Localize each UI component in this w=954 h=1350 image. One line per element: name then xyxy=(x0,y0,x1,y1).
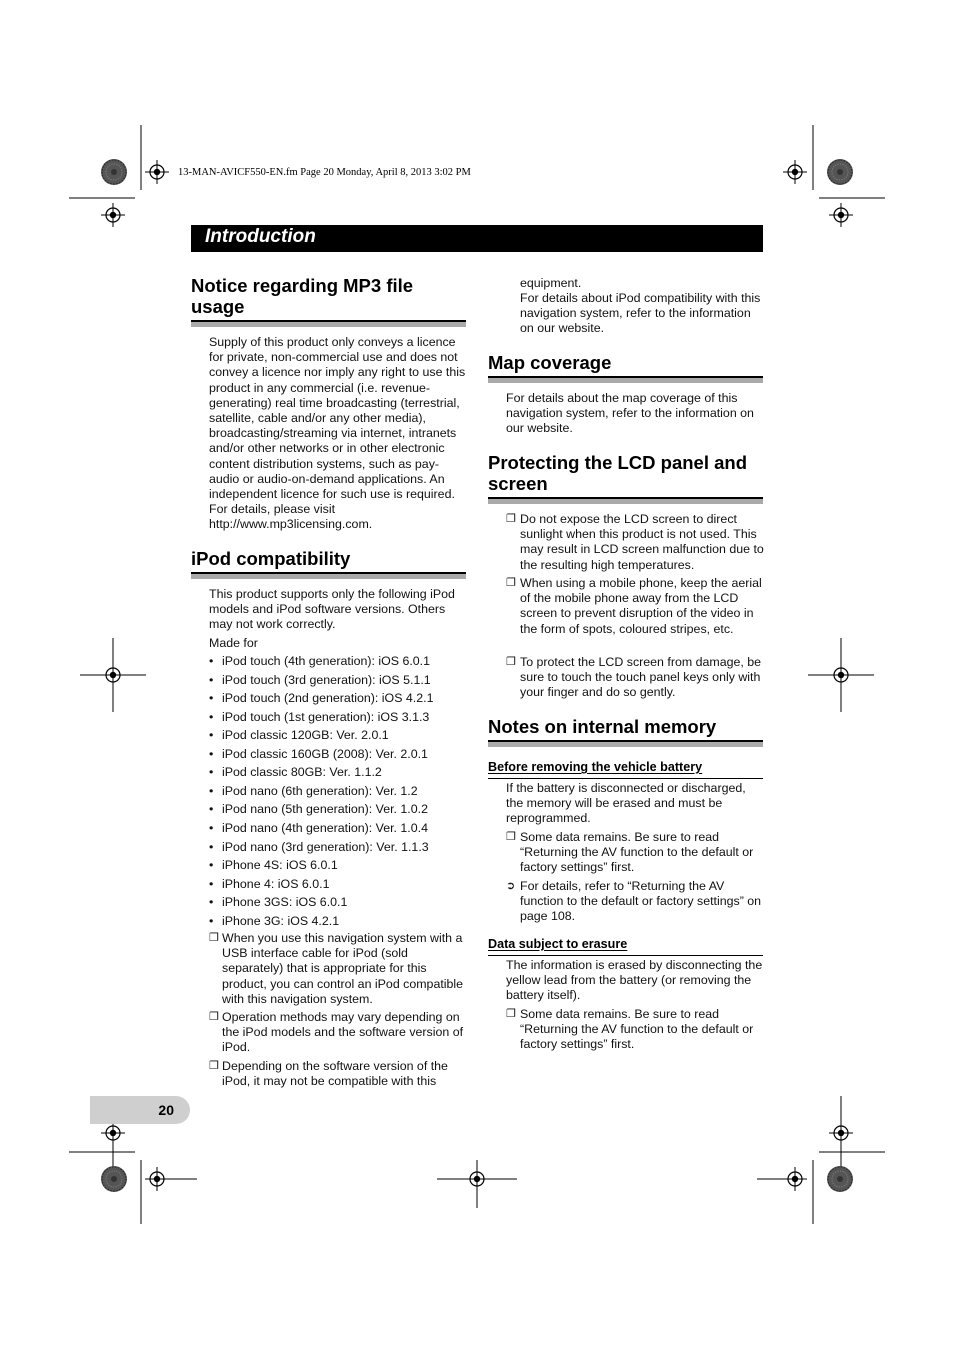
registration-target-icon xyxy=(829,203,853,227)
bullet-icon: • xyxy=(209,876,214,891)
battery-reference: ➲ For details, refer to “Returning the AV function to the default or factory settings” on page 108. xyxy=(506,879,762,924)
subheading-rule xyxy=(488,955,763,956)
ipod-model-label: iPod touch (1st generation): iOS 3.1.3 xyxy=(222,709,430,724)
lcd-heading: Protecting the LCD panel and screen xyxy=(488,452,748,494)
heading-rule xyxy=(488,376,763,383)
erasure-body: The information is erased by disconnecting the yellow lead from the battery (or removing the battery itself). xyxy=(506,958,763,1003)
battery-subheading: Before removing the vehicle battery xyxy=(488,760,703,774)
page-number-tab xyxy=(90,1096,190,1124)
checkbox-bullet-icon: ❐ xyxy=(506,831,516,843)
registration-target-icon xyxy=(101,203,125,227)
ipod-model-label: iPhone 4: iOS 6.0.1 xyxy=(222,876,330,891)
bullet-icon: • xyxy=(209,802,214,817)
page-number: 20 xyxy=(158,1102,174,1118)
bullet-icon: • xyxy=(209,895,214,910)
battery-body: If the battery is disconnected or discharged, the memory will be erased and must be reprogrammed. xyxy=(506,781,746,826)
bullet-icon: • xyxy=(209,858,214,873)
bullet-icon: • xyxy=(209,820,214,835)
file-info-header: 13-MAN-AVICF550-EN.fm Page 20 Monday, April 8, 2013 3:02 PM xyxy=(178,167,471,178)
ipod-intro: This product supports only the following iPod models and iPod software versions. Others may not work correctly. xyxy=(209,587,455,632)
heading-rule xyxy=(488,740,763,747)
bullet-icon: • xyxy=(209,709,214,724)
bullet-icon: • xyxy=(209,654,214,668)
ipod-model-label: iPod touch (3rd generation): iOS 5.1.1 xyxy=(222,672,431,687)
checkbox-bullet-icon: ❐ xyxy=(506,1008,516,1020)
map-body: For details about the map coverage of this navigation system, refer to the information on our website. xyxy=(506,391,754,436)
section-title: Introduction xyxy=(205,226,316,247)
registration-target-icon xyxy=(783,160,807,184)
ipod-model-label: iPod nano (4th generation): Ver. 1.0.4 xyxy=(222,820,428,835)
registration-star-icon xyxy=(101,159,127,185)
arrow-reference-icon: ➲ xyxy=(506,880,516,892)
subheading-rule xyxy=(488,778,763,779)
checkbox-bullet-icon: ❐ xyxy=(209,1060,219,1072)
ipod-note: ❐ When you use this navigation system with a USB interface cable for iPod (sold separately) that is appropriate for this product, you can control an iPod compatible with this navigation system. xyxy=(209,931,464,1006)
made-for-label: Made for xyxy=(209,636,258,650)
ipod-model-label: iPod nano (3rd generation): Ver. 1.1.3 xyxy=(222,839,429,854)
ipod-model-label: iPhone 4S: iOS 6.0.1 xyxy=(222,858,338,873)
memory-heading: Notes on internal memory xyxy=(488,716,717,737)
bullet-icon: • xyxy=(209,746,214,761)
ipod-model-label: iPod touch (4th generation): iOS 6.0.1 xyxy=(222,654,431,668)
registration-star-icon xyxy=(101,1166,127,1192)
bullet-icon: • xyxy=(209,672,214,687)
registration-target-icon xyxy=(145,160,169,184)
map-heading: Map coverage xyxy=(488,352,612,373)
lcd-item: ❐ When using a mobile phone, keep the aerial of the mobile phone away from the LCD screen to prevent disruption of the video in the form of spots, coloured stripes, etc. xyxy=(506,576,762,636)
checkbox-bullet-icon: ❐ xyxy=(209,1011,219,1023)
ipod-model-label: iPhone 3GS: iOS 6.0.1 xyxy=(222,895,348,910)
registration-star-icon xyxy=(827,159,853,185)
registration-star-icon xyxy=(827,1166,853,1192)
mp3-heading: Notice regarding MP3 file usage xyxy=(191,275,414,317)
erasure-note: ❐ Some data remains. Be sure to read “Returning the AV function to the default or factory settings” first. xyxy=(506,1007,754,1052)
ipod-note: ❐ Depending on the software version of the iPod, it may not be compatible with this xyxy=(209,1059,448,1089)
ipod-model-label: iPod nano (6th generation): Ver. 1.2 xyxy=(222,783,418,798)
ipod-model-label: iPod classic 160GB (2008): Ver. 2.0.1 xyxy=(222,746,428,761)
checkbox-bullet-icon: ❐ xyxy=(506,656,516,668)
ipod-model-label: iPod classic 80GB: Ver. 1.1.2 xyxy=(222,765,382,780)
erasure-subheading: Data subject to erasure xyxy=(488,937,628,951)
heading-rule xyxy=(488,497,763,504)
bullet-icon: • xyxy=(209,783,214,798)
heading-rule xyxy=(191,320,466,327)
bullet-icon: • xyxy=(209,839,214,854)
checkbox-bullet-icon: ❐ xyxy=(209,932,219,944)
ipod-model-label: iPod nano (5th generation): Ver. 1.0.2 xyxy=(222,802,428,817)
checkbox-bullet-icon: ❐ xyxy=(506,577,516,589)
checkbox-bullet-icon: ❐ xyxy=(506,513,516,525)
mp3-body: Supply of this product only conveys a licence for private, non-commercial use and does not convey a licence nor imply any right to use this product in any commercial (i.e. revenue-generating) real time broadcasting (terrestrial, satellite, cable and/or any other media), broadcasting/streaming via internet, intranets and/or other networks or in other electronic content distribution systems, such as pay-audio or audio-on-demand applications. An independent licence for such use is required. For details, please visit http://www.mp3licensing.com. xyxy=(209,335,466,532)
section-banner xyxy=(191,225,763,252)
lcd-item: ❐ Do not expose the LCD screen to direct sunlight when this product is not used. This may result in LCD screen malfunction due to the resulting high temperatures. xyxy=(506,512,764,572)
ipod-note-continued: equipment. xyxy=(520,276,582,290)
heading-rule xyxy=(191,572,466,579)
ipod-note: ❐ Operation methods may vary depending on the iPod models and the software version of iPod. xyxy=(209,1010,464,1055)
ipod-model-label: iPod classic 120GB: Ver. 2.0.1 xyxy=(222,728,389,743)
ipod-model-label: iPod touch (2nd generation): iOS 4.2.1 xyxy=(222,691,434,706)
bullet-icon: • xyxy=(209,913,214,928)
ipod-model-label: iPhone 3G: iOS 4.2.1 xyxy=(222,913,340,928)
ipod-heading: iPod compatibility xyxy=(191,548,351,569)
battery-note: ❐ Some data remains. Be sure to read “Returning the AV function to the default or factory settings” first. xyxy=(506,830,754,875)
bullet-icon: • xyxy=(209,728,214,743)
bullet-icon: • xyxy=(209,765,214,780)
bullet-icon: • xyxy=(209,691,214,706)
ipod-details: For details about iPod compatibility with this navigation system, refer to the information on our website. xyxy=(520,291,761,336)
lcd-item: ❐ To protect the LCD screen from damage, be sure to touch the touch panel keys only with your finger and do so gently. xyxy=(506,655,762,700)
